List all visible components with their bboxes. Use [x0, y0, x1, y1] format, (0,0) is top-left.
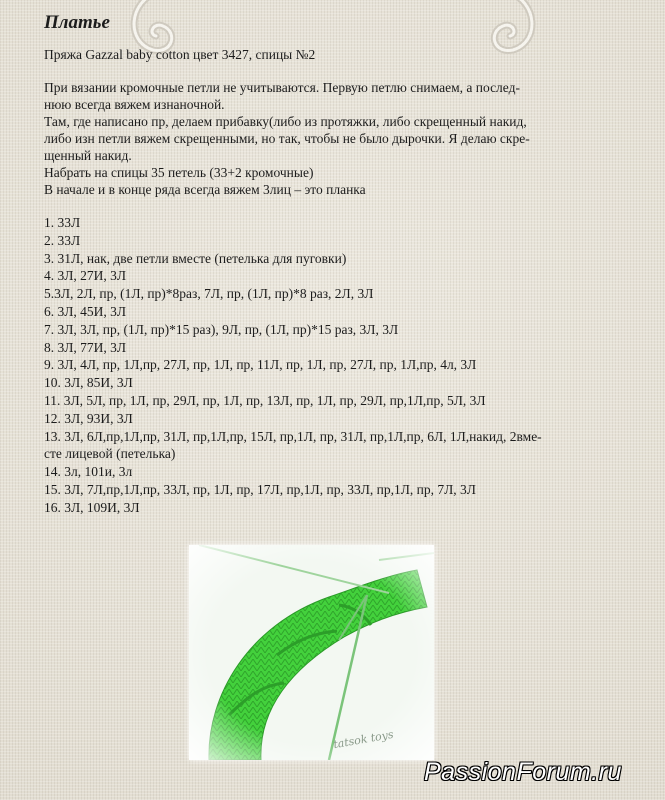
row-instruction: 15. 3Л, 7Л,пр,1Л,пр, 33Л, пр, 1Л, пр, 17Л, пр,1Л, пр, 33Л, пр,1Л, пр, 7Л, 3Л: [44, 481, 476, 497]
intro-line: нюю всегда вяжем изнаночной.: [44, 97, 225, 112]
knitted-piece-illustration: [189, 545, 434, 760]
yarn-info: Пряжа Gazzal baby cotton цвет 3427, спицы №2: [44, 47, 316, 62]
page-title: Платье: [44, 12, 110, 33]
intro-line: Там, где написано пр, делаем прибавку(либо из протяжки, либо скрещенный накид,: [44, 114, 527, 129]
row-instruction: 1. 33Л: [44, 215, 81, 230]
row-instruction: 5.3Л, 2Л, пр, (1Л, пр)*8раз, 7Л, пр, (1Л, пр)*8 раз, 2Л, 3Л: [44, 286, 374, 302]
row-instruction: 16. 3Л, 109И, 3Л: [44, 499, 140, 515]
intro-line: В начале и в конце ряда всегда вяжем 3лиц – это планка: [44, 182, 366, 197]
knitting-photo: [189, 545, 434, 760]
row-instructions-list: [44, 214, 634, 517]
row-instruction: 9. 3Л, 4Л, пр, 1Л,пр, 27Л, пр, 1Л, пр, 11Л, пр, 1Л, пр, 27Л, пр, 1Л,пр, 4л, 3Л: [44, 357, 477, 373]
article-content: [44, 12, 634, 517]
row-instruction: 11. 3Л, 5Л, пр, 1Л, пр, 29Л, пр, 1Л, пр, 13Л, пр, 1Л, пр, 29Л, пр,1Л,пр, 5Л, 3Л: [44, 392, 486, 408]
intro-line: При вязании кромочные петли не учитываются. Первую петлю снимаем, а послед-: [44, 80, 520, 95]
row-instruction: 4. 3Л, 27И, 3Л: [44, 268, 127, 284]
photo-signature: tatsok toys: [332, 727, 395, 752]
row-instruction: 3. 31Л, нак, две петли вместе (петелька для пуговки): [44, 250, 347, 266]
row-instruction: 13. 3Л, 6Л,пр,1Л,пр, 31Л, пр,1Л,пр, 15Л, пр,1Л, пр, 31Л, пр,1Л,пр, 6Л, 1Л,накид, 2вме-: [44, 428, 542, 444]
row-instruction: сте лицевой (петелька): [44, 446, 176, 462]
row-instruction: 12. 3Л, 93И, 3Л: [44, 410, 133, 426]
row-instruction: 2. 33Л: [44, 232, 81, 248]
row-instruction: 6. 3Л, 45И, 3Л: [44, 303, 127, 319]
row-instruction: 10. 3Л, 85И, 3Л: [44, 375, 133, 391]
row-instruction: 14. 3л, 101и, 3л: [44, 464, 133, 480]
row-instruction: 7. 3Л, 3Л, пр, (1Л, пр)*15 раз), 9Л, пр, (1Л, пр)*15 раз, 3Л, 3Л: [44, 321, 399, 337]
site-watermark: PassionForum.ru: [424, 758, 622, 786]
intro-line: либо изн петли вяжем скрещенными, но так, чтобы не было дырочки. Я делаю скре-: [44, 131, 530, 146]
row-instruction: 8. 3Л, 77И, 3Л: [44, 339, 127, 355]
intro-text: [44, 79, 634, 198]
intro-line: щенный накид.: [44, 148, 132, 163]
intro-line: Набрать на спицы 35 петель (33+2 кромочные): [44, 165, 314, 180]
